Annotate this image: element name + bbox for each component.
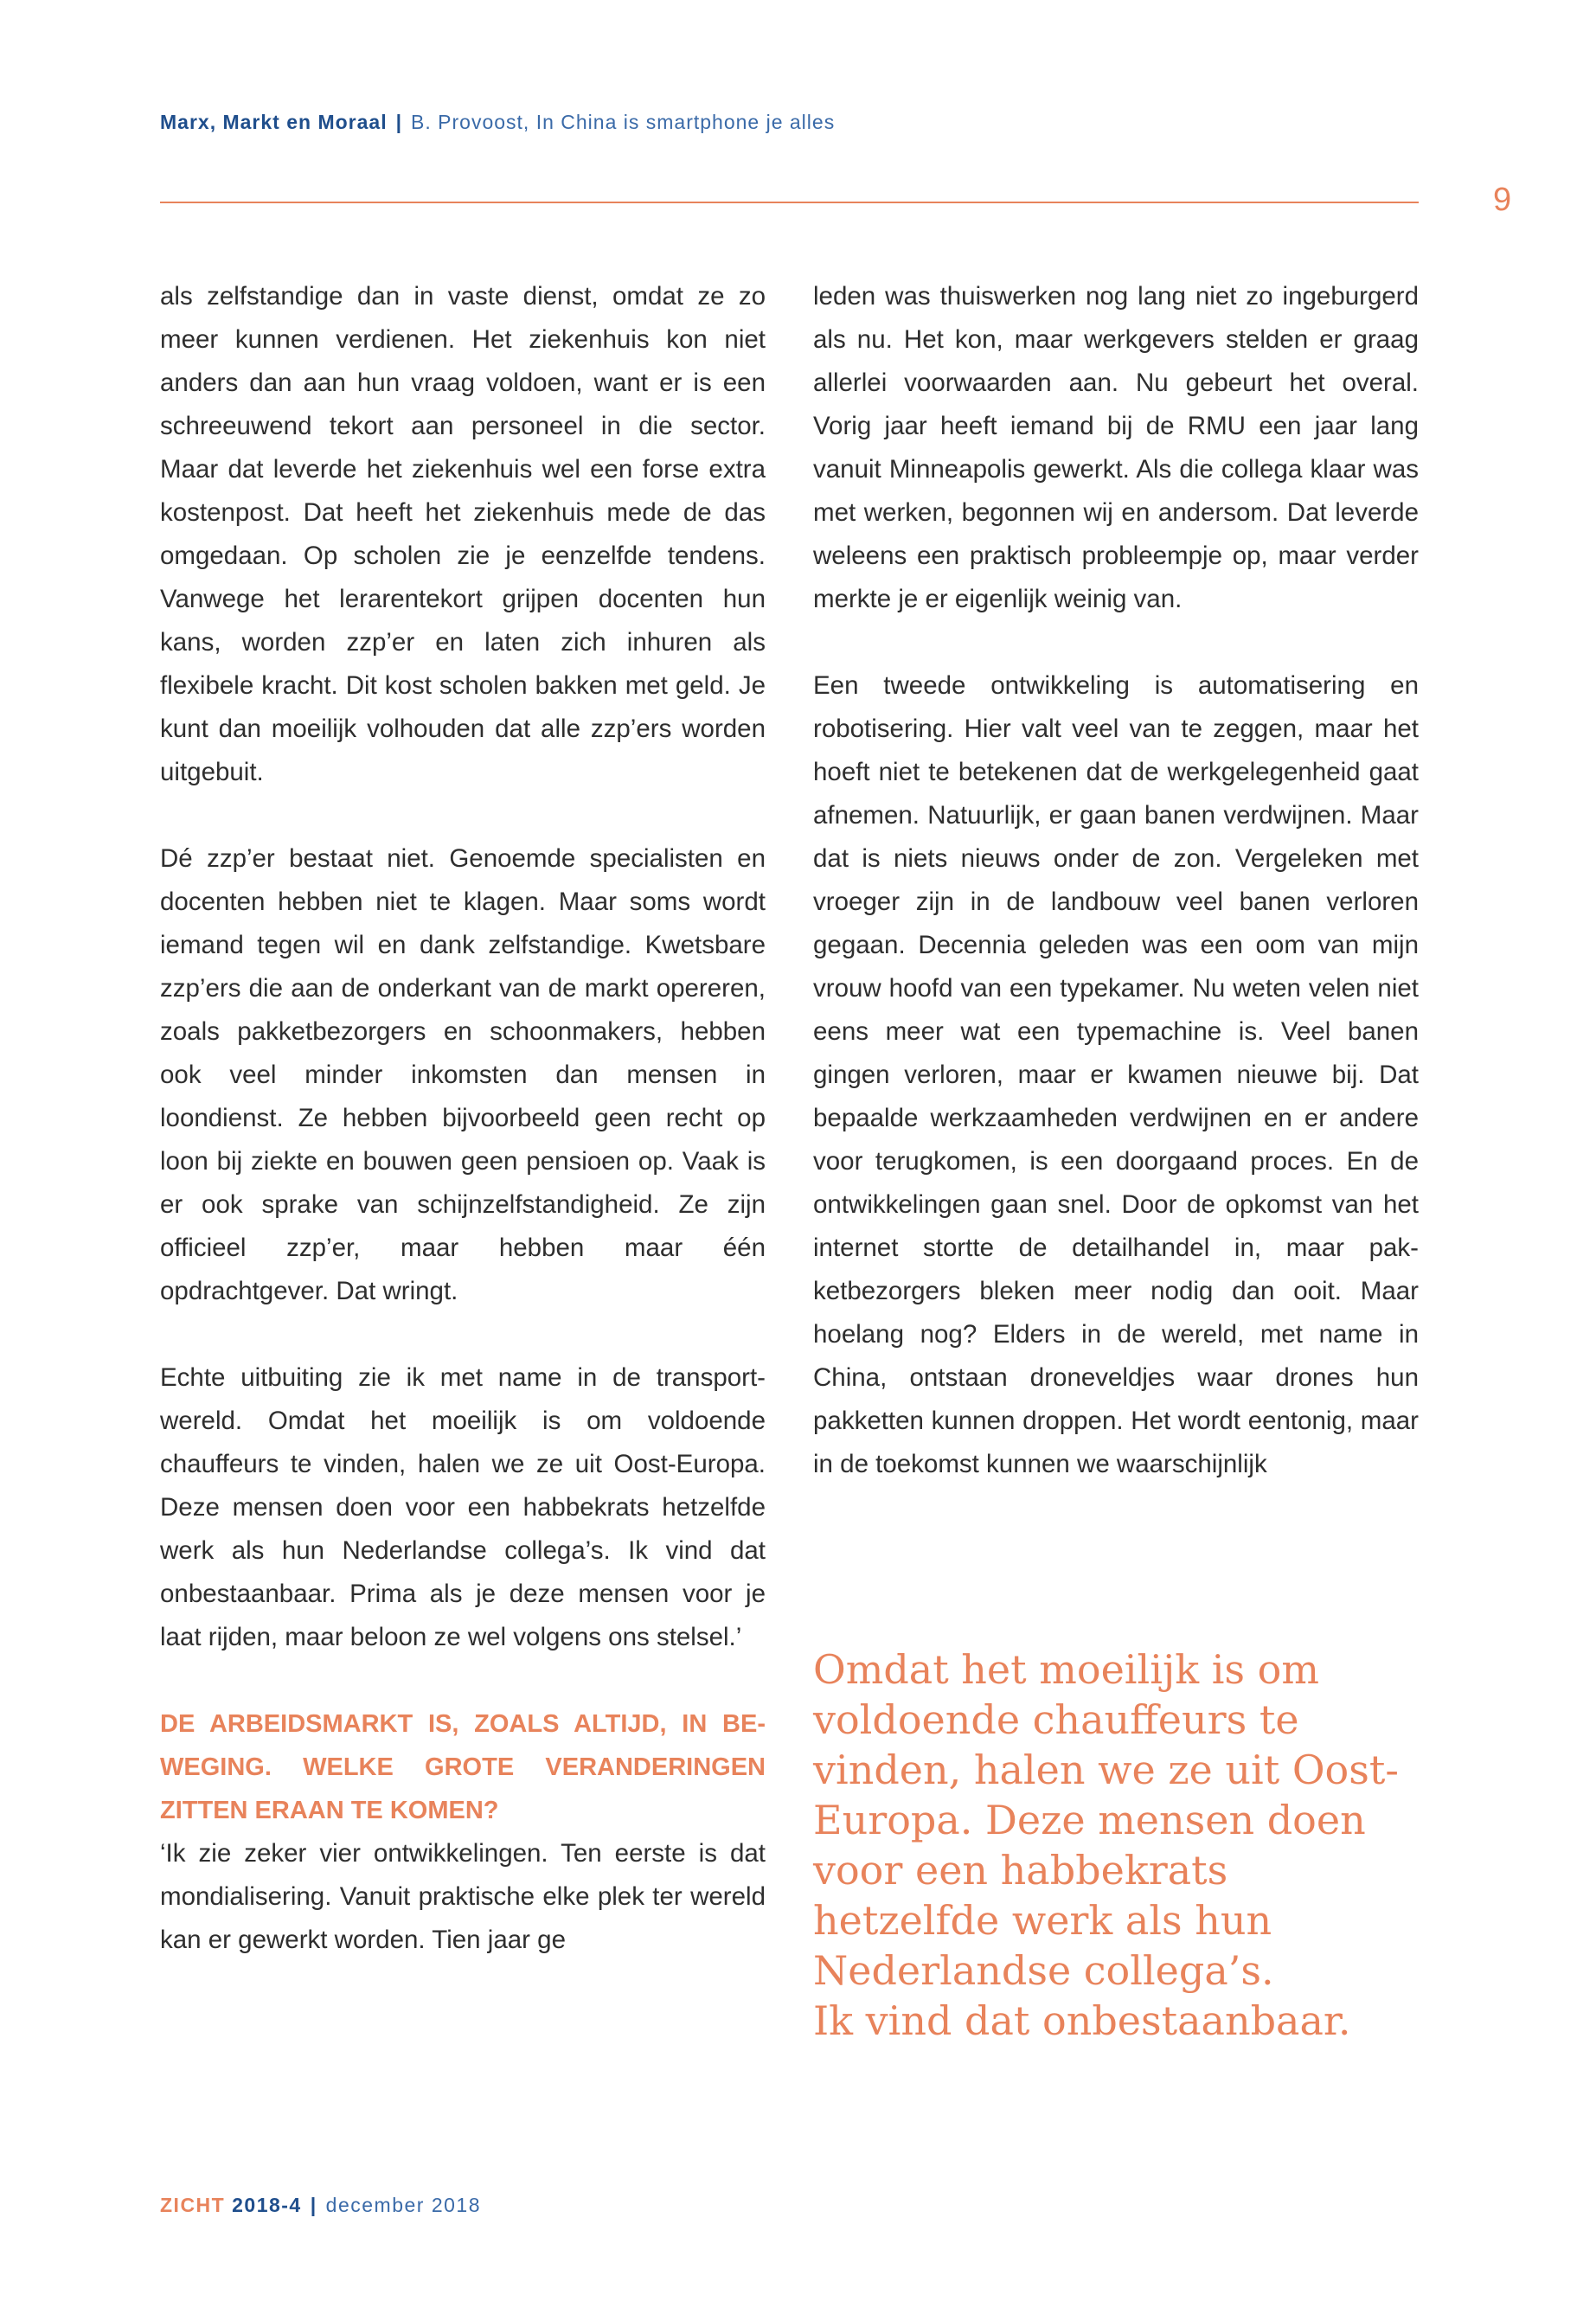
interview-question: DE ARBEIDSMARKT IS, ZOALS ALTIJD, IN BEWEGING. WELKE GROTE VERANDERINGEN ZITTEN ERAAN TE KOMEN? xyxy=(160,1710,766,1824)
paragraph: leden was thuiswerken nog lang niet zo ingeburgerd als nu. Het kon, maar werkgevers stelden er graag allerlei voorwaarden aan. Nu gebeurt het overal. Vorig jaar heeft iemand bij de RMU een jaar lang vanuit Minneapolis gewerkt. Als die collega klaar was met werken, begonnen wij en andersom. Dat leverde weleens een praktisch probleempje op, maar verder merkte je er eigenlijk weinig van. xyxy=(813,282,1419,613)
paragraph: als zelfstandige dan in vaste dienst, omdat ze zo meer kunnen verdienen. Het ziekenhuis kon niet anders dan aan hun vraag voldoen, want er is een schreeuwend tekort aan personeel in die sector. Maar dat leverde het ziekenhuis wel een forse extra kostenpost. Dat heeft het ziekenhuis mede de das omgedaan. Op scholen zie je eenzelfde tendens. Vanwege het lerarentekort grijpen docenten hun kans, worden zzp’er en laten zich inhuren als flexibele kracht. Dit kost scholen bakken met geld. Je kunt dan moeilijk volhouden dat alle zzp’ers worden uitgebuit. xyxy=(160,282,766,786)
header-rule xyxy=(160,202,1419,203)
page-number: 9 xyxy=(1493,182,1512,218)
pull-quote xyxy=(813,1644,1419,2046)
right-column xyxy=(813,275,1419,1486)
running-footer xyxy=(160,2194,481,2217)
paragraph: Dé zzp’er bestaat niet. Genoemde specialisten en docenten hebben niet te klagen. Maar soms wordt iemand tegen wil en dank zelfstandige. Kwetsbare zzp’ers die aan de onderkant van de markt opereren, zoals pakketbezorgers en schoonmakers, hebben ook veel minder inkomsten dan mensen in loondienst. Ze hebben bijvoorbeeld geen recht op loon bij ziekte en bouwen geen pensioen op. Vaak is er ook sprake van schijnzelfstandigheid. Ze zijn officieel zzp’er, maar hebben maar één opdrachtgever. Dat wringt. xyxy=(160,844,766,1305)
header-title: Marx, Markt en Moraal xyxy=(160,111,388,133)
paragraph: ‘Ik zie zeker vier ontwikkelingen. Ten eerste is dat mondialisering. Vanuit praktische elke plek ter wereld kan er gewerkt worden. Tien jaar ge xyxy=(160,1839,766,1954)
header-separator: | xyxy=(395,111,403,133)
footer-magazine: ZICHT xyxy=(160,2194,226,2216)
running-header xyxy=(160,111,835,134)
footer-issue: 2018-4 xyxy=(232,2194,302,2216)
header-subtitle: B. Provoost, In China is smartphone je alles xyxy=(411,111,836,133)
pull-quote-text: Ik vind dat onbestaanbaar. xyxy=(813,1997,1351,2044)
footer-separator: | xyxy=(310,2194,317,2216)
footer-date: december 2018 xyxy=(325,2194,482,2216)
left-column xyxy=(160,275,766,1962)
paragraph: Een tweede ontwikkeling is automatisering en robotisering. Hier valt veel van te zeggen, maar het hoeft niet te betekenen dat de werkgelegenheid gaat afnemen. Natuurlijk, er gaan banen verdwijnen. Maar dat is niets nieuws onder de zon. Vergeleken met vroeger zijn in de landbouw veel banen verloren gegaan. Decennia geleden was een oom van mijn vrouw hoofd van een typekamer. Nu weten velen niet eens meer wat een typemachine is. Veel banen gingen verloren, maar er kwamen nieuwe bij. Dat bepaalde werkzaamheden verdwijnen en er andere voor terugkomen, is een doorgaand proces. En de ontwikkelingen gaan snel. Door de opkomst van het internet stortte de detailhandel in, maar pakketbezorgers bleken meer nodig dan ooit. Maar hoelang nog? Elders in de wereld, met name in China, ontstaan droneveldjes waar drones hun pakketten kunnen droppen. Het wordt eentonig, maar in de toekomst kunnen we waarschijnlijk xyxy=(813,671,1419,1478)
paragraph: Echte uitbuiting zie ik met name in de transportwereld. Omdat het moeilijk is om voldoende chauffeurs te vinden, halen we ze uit Oost-Europa. Deze mensen doen voor een habbekrats hetzelfde werk als hun Nederlandse collega’s. Ik vind dat onbestaanbaar. Prima als je deze mensen voor je laat rijden, maar beloon ze wel volgens ons stelsel.’ xyxy=(160,1363,766,1651)
pull-quote-text: Omdat het moeilijk is om voldoende chauffeurs te vinden, halen we ze uit Oost-Europa. Deze mensen doen voor een habbekrats hetzelfde werk als hun Nederlandse collega’s. xyxy=(813,1646,1399,1994)
